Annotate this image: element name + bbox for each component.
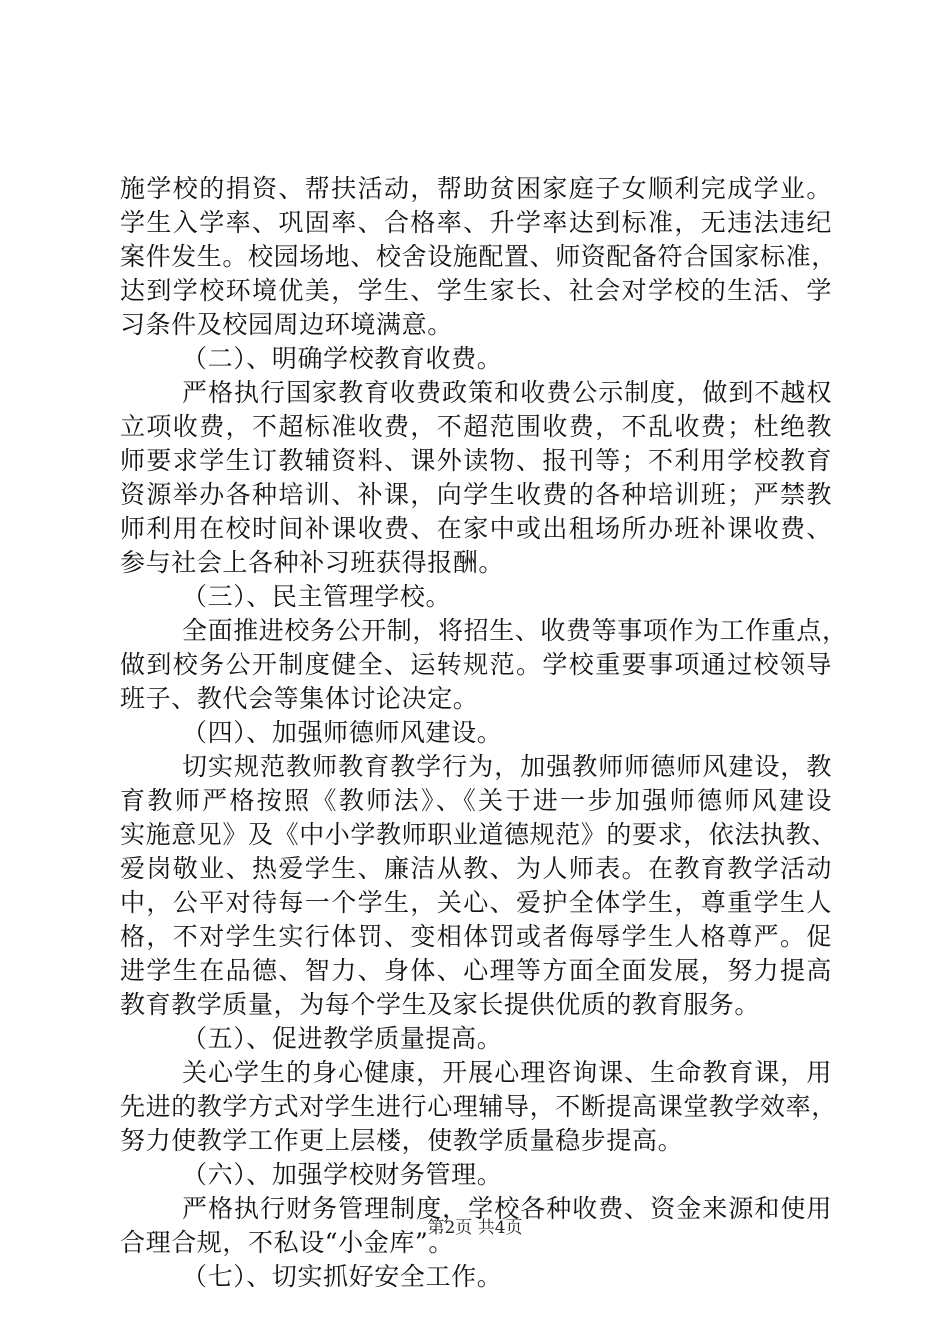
document-body (120, 172, 848, 1294)
text-line: 案件发生。校园场地、校舍设施配置、师资配备符合国家标准， (120, 242, 837, 271)
text-line: 先进的教学方式对学生进行心理辅导，不断提高课堂教学效率， (120, 1092, 837, 1121)
section-heading: （五）、促进教学质量提高。 (182, 1024, 503, 1053)
text-line: 中，公平对待每一个学生，关心、爱护全体学生，尊重学生人 (120, 888, 832, 917)
section-heading: （二）、明确学校教育收费。 (182, 344, 503, 373)
text-line: 做到校务公开制度健全、运转规范。学校重要事项通过校领导 (120, 650, 832, 679)
text-line: 师利用在校时间补课收费、在家中或出租场所办班补课收费、 (120, 514, 832, 543)
text-line: 合理合规，不私设“小金库”。 (120, 1228, 454, 1257)
text-line: 参与社会上各种补习班获得报酬。 (120, 548, 505, 577)
text-line: 努力使教学工作更上层楼，使教学质量稳步提高。 (120, 1126, 684, 1155)
text-line: 习条件及校园周边环境满意。 (120, 310, 453, 339)
text-line: 立项收费，不超标准收费，不超范围收费，不乱收费；杜绝教 (120, 412, 832, 441)
section-heading: （四）、加强师德师风建设。 (182, 718, 503, 747)
text-line: 班子、教代会等集体讨论决定。 (120, 684, 479, 713)
text-line: 实施意见》及《中小学教师职业道德规范》的要求，依法执教、 (120, 820, 837, 849)
paragraph-first-line: 严格执行国家教育收费政策和收费公示制度，做到不越权 (182, 378, 832, 407)
section-heading: （六）、加强学校财务管理。 (182, 1160, 503, 1189)
paragraph-first-line: 全面推进校务公开制，将招生、收费等事项作为工作重点， (182, 616, 848, 645)
text-line: 学生入学率、巩固率、合格率、升学率达到标准，无违法违纪 (120, 208, 832, 237)
text-line: 爱岗敬业、热爱学生、廉洁从教、为人师表。在教育教学活动 (120, 854, 832, 883)
section-heading: （三）、民主管理学校。 (182, 582, 452, 611)
text-line: 资源举办各种培训、补课，向学生收费的各种培训班；严禁教 (120, 480, 832, 509)
paragraph-first-line: 严格执行财务管理制度，学校各种收费、资金来源和使用 (182, 1194, 832, 1223)
text-line: 育教师严格按照《教师法》、《关于进一步加强师德师风建设 (120, 786, 832, 815)
paragraph-first-line: 切实规范教师教育教学行为，加强教师师德师风建设，教 (182, 752, 832, 781)
paragraph-first-line: 关心学生的身心健康，开展心理咨询课、生命教育课，用 (182, 1058, 832, 1087)
text-line: 师要求学生订教辅资料、课外读物、报刊等；不利用学校教育 (120, 446, 832, 475)
text-line: 进学生在品德、智力、身体、心理等方面全面发展，努力提高 (120, 956, 832, 985)
text-line: 教育教学质量，为每个学生及家长提供优质的教育服务。 (120, 990, 761, 1019)
section-heading: （七）、切实抓好安全工作。 (182, 1262, 503, 1291)
page-footer: 第2页 共4页 (427, 1218, 523, 1238)
text-line: 格，不对学生实行体罚、变相体罚或者侮辱学生人格尊严。促 (120, 922, 832, 951)
text-line: 施学校的捐资、帮扶活动，帮助贫困家庭子女顺利完成学业。 (120, 174, 832, 203)
text-line: 达到学校环境优美，学生、学生家长、社会对学校的生活、学 (120, 276, 832, 305)
